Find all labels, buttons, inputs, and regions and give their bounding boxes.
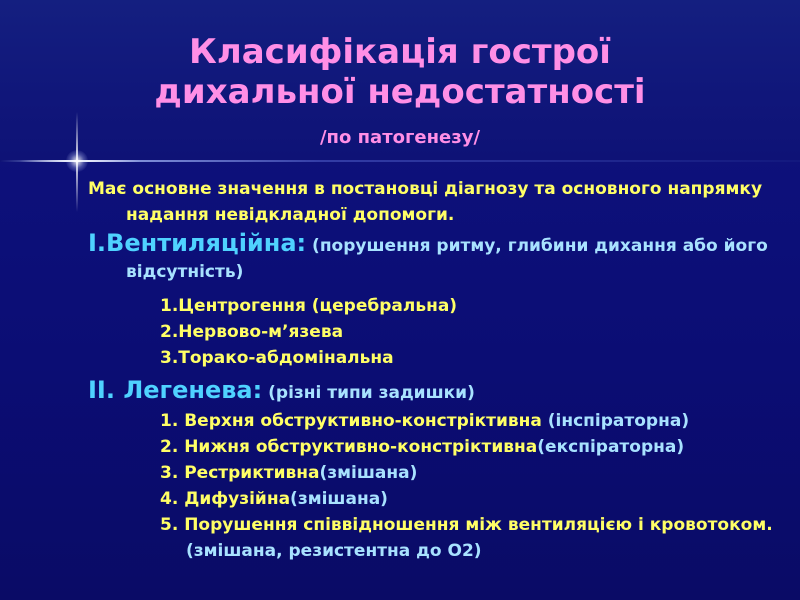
list-item: [88, 486, 793, 512]
list-item-extra: (змішана): [290, 489, 388, 509]
list-item: [88, 408, 793, 434]
sparkle-glow-icon: [66, 150, 88, 172]
section-ventilation: [88, 230, 793, 285]
list-item-main: 1. Верхня обструктивно-констріктивна: [160, 411, 548, 431]
section-ventilation-heading: I.Вентиляційна:: [88, 229, 307, 257]
list-item-main: 5. Порушення співвідношення між вентиляцією і кровотоком.: [160, 515, 773, 535]
list-item-extra: (змішана, резистентна до О2): [186, 541, 482, 561]
list-item-main: 3. Рестриктивна: [160, 463, 320, 483]
list-item: [88, 512, 793, 564]
slide-content: [88, 176, 793, 564]
slide-title: [0, 32, 800, 112]
list-item-main: 2. Нижня обструктивно-констріктивна: [160, 437, 538, 457]
title-line-1: Класифікація гострої: [189, 32, 611, 72]
intro-paragraph: Має основне значення в постановці діагнозу та основного напрямку надання невідкладної допомоги.: [88, 179, 763, 225]
list-item-extra: (експіраторна): [537, 437, 685, 457]
title-line-2: дихальної недостатності: [154, 72, 646, 112]
list-item: 3.Торако-абдомінальна: [160, 348, 394, 368]
list-item: 1.Центрогення (церебральна): [160, 296, 458, 316]
list-item: [88, 434, 793, 460]
slide-subtitle: /по патогенезу/: [319, 127, 481, 148]
section-pulmonary-heading: II. Легенева:: [88, 376, 263, 404]
section-pulmonary: [88, 377, 793, 406]
ventilation-list: [88, 293, 793, 371]
section-ventilation-note: (порушення ритму, глибини дихання або його відсутність): [126, 236, 768, 282]
section-pulmonary-note: (різні типи задишки): [268, 383, 475, 403]
list-item: [88, 460, 793, 486]
list-item: 2.Нервово-м’язева: [160, 322, 344, 342]
list-item-extra: (інспіраторна): [547, 411, 690, 431]
list-item-extra: (змішана): [319, 463, 418, 483]
pulmonary-list: [88, 408, 793, 564]
list-item-main: 4. Дифузійна: [160, 489, 291, 509]
